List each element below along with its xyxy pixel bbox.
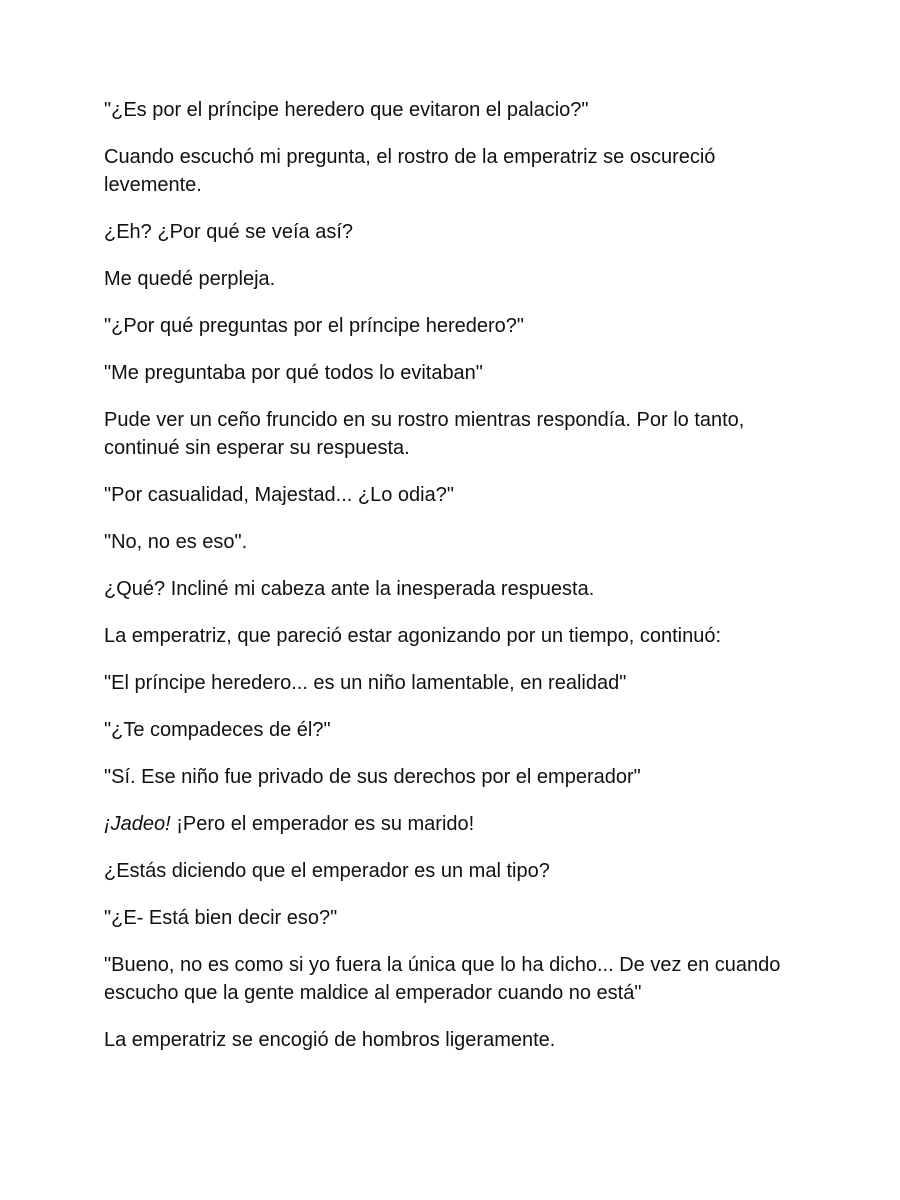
paragraph: "¿E- Está bien decir eso?" (104, 907, 338, 929)
paragraph: Me quedé perpleja. (104, 268, 276, 290)
paragraph: Pude ver un ceño fruncido en su rostro mientras respondía. Por lo tanto, continué sin esperar su respuesta. (104, 409, 745, 459)
paragraph: "Me preguntaba por qué todos lo evitaban" (104, 362, 483, 384)
paragraph: "No, no es eso". (104, 531, 248, 553)
gasp-italic: ¡Jadeo! (104, 813, 171, 835)
paragraph: "¿Es por el príncipe heredero que evitaron el palacio?" (104, 99, 589, 121)
paragraph: "¿Te compadeces de él?" (104, 719, 331, 741)
paragraph: ¿Estás diciendo que el emperador es un mal tipo? (104, 860, 550, 882)
paragraph: "Sí. Ese niño fue privado de sus derechos por el emperador" (104, 766, 641, 788)
paragraph: "El príncipe heredero... es un niño lamentable, en realidad" (104, 672, 627, 694)
paragraph: La emperatriz, que pareció estar agonizando por un tiempo, continuó: (104, 625, 722, 647)
paragraph: ¿Eh? ¿Por qué se veía así? (104, 221, 354, 243)
paragraph: "Bueno, no es como si yo fuera la única que lo ha dicho... De vez en cuando escucho que la gente maldice al emperador cuando no está" (104, 954, 781, 1004)
paragraph: "Por casualidad, Majestad... ¿Lo odia?" (104, 484, 454, 506)
paragraph: La emperatriz se encogió de hombros ligeramente. (104, 1029, 556, 1051)
gasp-paragraph (104, 810, 800, 838)
gasp-rest: ¡Pero el emperador es su marido! (170, 813, 475, 835)
paragraph: "¿Por qué preguntas por el príncipe heredero?" (104, 315, 525, 337)
paragraph: ¿Qué? Incliné mi cabeza ante la inesperada respuesta. (104, 578, 595, 600)
paragraph: Cuando escuchó mi pregunta, el rostro de la emperatriz se oscureció levemente. (104, 146, 716, 196)
